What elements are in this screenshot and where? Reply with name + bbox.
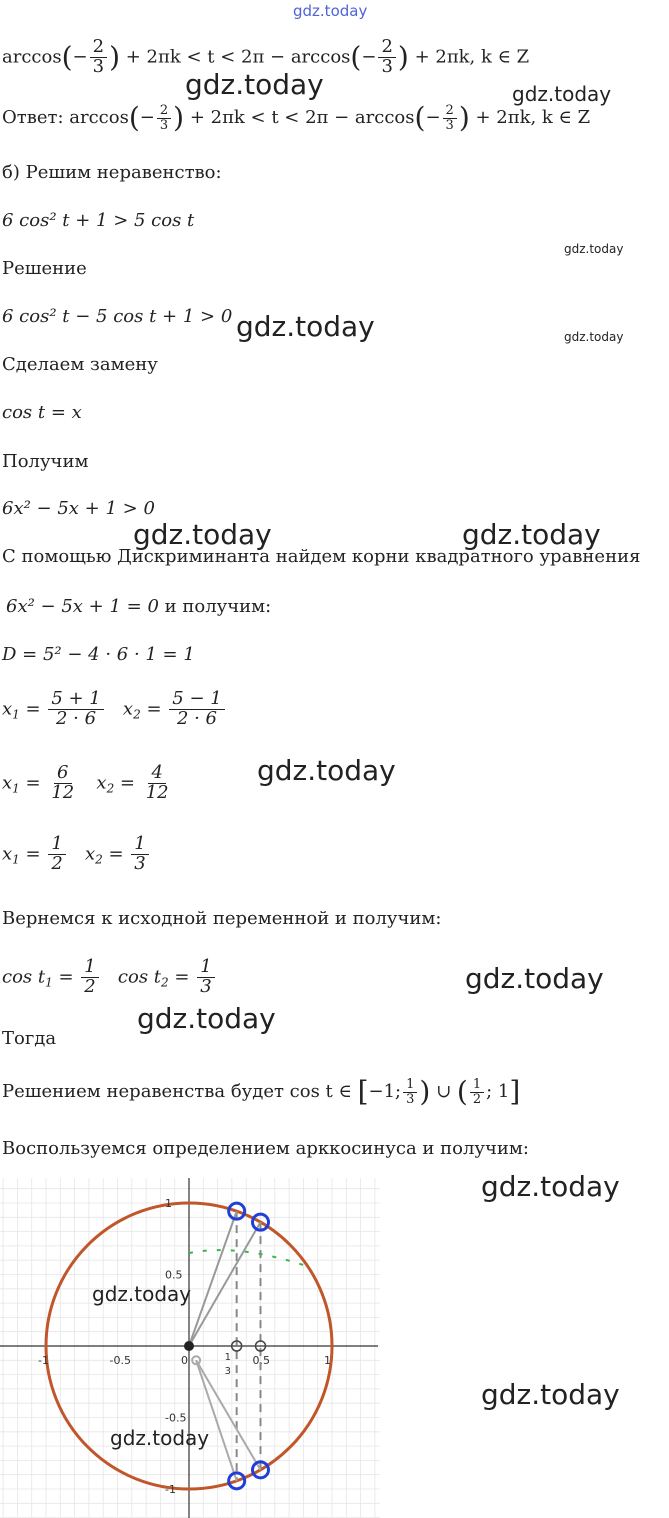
substitution-text: Сделаем замену	[2, 354, 158, 375]
watermark: gdz.today	[465, 962, 604, 995]
third-label-den: 3	[224, 1366, 232, 1377]
watermark: gdz.today	[564, 330, 624, 344]
watermark: gdz.today	[512, 82, 612, 106]
answer-line: Ответ: arccos(− $\frac{2}{3}$ ) + 2πk < t < 2π − arccos(− $\frac{2}{3}$ ) + 2πk, k ∈ Z	[2, 101, 591, 135]
roots-formula: $x_1$ = $\frac{5 + 1}{2 \cdot 6}$ $x_2$ = $\frac{5 - 1}{2 \cdot 6}$	[2, 690, 227, 729]
third-label-num: 1	[224, 1352, 232, 1363]
x-tick-label: -0.5	[109, 1354, 131, 1367]
discriminant: D = 5² − 4 · 6 · 1 = 1	[2, 644, 195, 665]
cos-roots: $\cos t_1$ = $\frac{1}{2}$ $\cos t_2$ = $\frac{1}{3}$	[2, 958, 217, 997]
watermark: gdz.today	[110, 1426, 210, 1450]
quadratic-inequality: 6x² − 5x + 1 > 0	[2, 498, 155, 519]
roots-final: $x_1$ = $\frac{1}{2}$ $x_2$ = $\frac{1}{3}$	[2, 835, 151, 874]
discriminant-text: С помощью Дискриминанта найдем корни квадратного уравнения	[2, 546, 641, 567]
watermark: gdz.today	[481, 1378, 620, 1411]
part-b-heading: б) Решим неравенство:	[2, 162, 222, 183]
watermark: gdz.today	[481, 1170, 620, 1203]
unit-circle-graph	[0, 1178, 380, 1518]
inequality-result-line: arccos(− $\frac{2}{3}$ ) + 2πk < t < 2π − arccos(− $\frac{2}{3}$ ) + 2πk, k ∈ Z	[2, 36, 530, 77]
watermark: gdz.today	[257, 754, 396, 787]
y-tick-label: -0.5	[165, 1411, 187, 1425]
watermark-top: gdz.today	[293, 2, 368, 20]
x-tick-label: -1	[38, 1354, 49, 1367]
solution-label: Решение	[2, 258, 87, 279]
inequality-rearranged: 6 cos² t − 5 cos t + 1 > 0	[2, 306, 233, 327]
x-tick-label: 0.5	[252, 1354, 270, 1367]
roots-intermediate: $x_1$ = $\frac{6}{12}$ $x_2$ = $\frac{4}{12}$	[2, 762, 169, 803]
watermark: gdz.today	[462, 518, 601, 551]
then-text: Тогда	[2, 1028, 57, 1049]
watermark: gdz.today	[564, 242, 624, 256]
solution-interval: Решением неравенства будет cos t ∈ [−1; $\frac{1}{3}$ ) ∪ ( $\frac{1}{2}$ ; 1]	[2, 1075, 521, 1109]
x-tick-label: 0	[181, 1354, 188, 1367]
arccos-definition-text: Воспользуемся определением арккосинуса и получим:	[2, 1138, 529, 1159]
green-arc	[189, 1250, 311, 1267]
quadratic-equation-line: 6x² − 5x + 1 = 0 и получим:	[6, 596, 272, 617]
x-tick-label: 1	[324, 1354, 331, 1367]
y-tick-label: -1	[165, 1483, 176, 1496]
obtain-text: Получим	[2, 451, 89, 472]
watermark: gdz.today	[137, 1002, 276, 1035]
origin-point	[184, 1341, 194, 1351]
y-tick-label: 0.5	[165, 1268, 183, 1282]
watermark: gdz.today	[236, 310, 375, 343]
watermark: gdz.today	[92, 1282, 192, 1306]
return-text: Вернемся к исходной переменной и получим:	[2, 908, 442, 929]
substitution-equation: cos t = x	[2, 402, 82, 423]
inequality: 6 cos² t + 1 > 5 cos t	[2, 210, 195, 231]
y-tick-label: 1	[165, 1197, 172, 1210]
radius-line	[189, 1222, 261, 1346]
watermark: gdz.today	[133, 518, 272, 551]
watermark: gdz.today	[185, 68, 324, 101]
